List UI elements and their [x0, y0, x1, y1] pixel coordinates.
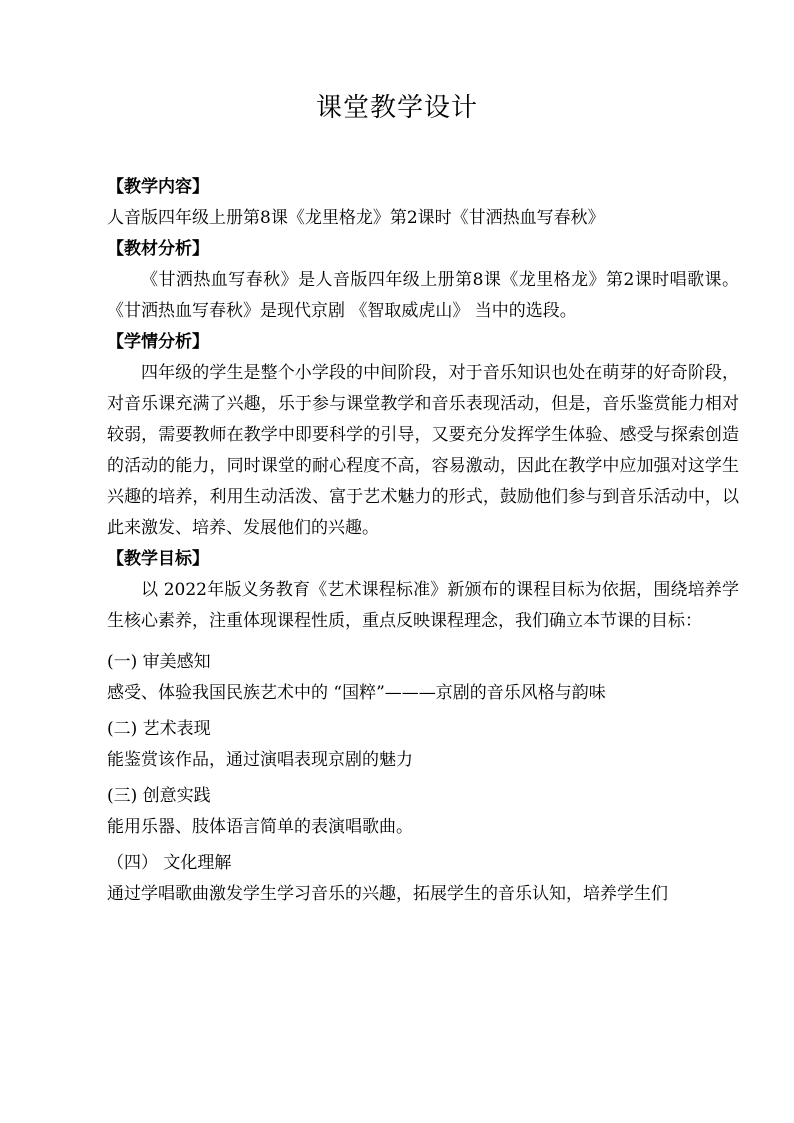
section-text-students: 四年级的学生是整个小学段的中间阶段，对于音乐知识也处在萌芽的好奇阶段，对音乐课充满了兴趣，乐于参与课堂教学和音乐表现活动，但是，音乐鉴赏能力相对较弱，需要教师在教学中即要科学的引导，又要充分发挥学生体验、感受与探索创造的活动的能力，同时课堂的耐心程度不高，容易激动，因此在教学中应加强对这学生兴趣的培养，利用生动活泼、富于艺术魅力的形式，鼓励他们参与到音乐活动中，以此来激发、培养、发展他们的兴趣。	[107, 363, 739, 538]
goal-label-2: (二) 艺术表现	[107, 719, 211, 739]
goal-text-1: 感受、体验我国民族艺术中的 “国粹”———京剧的音乐风格与韵味	[107, 683, 606, 703]
goal-text-2: 能鉴赏该作品，通过演唱表现京剧的魅力	[107, 750, 413, 770]
goal-label-1: (一) 审美感知	[107, 652, 211, 672]
section-text-goals-intro: 以 2022年版义务教育《艺术课程标准》新颁布的课程目标为依据，围绕培养学生核心素养，注重体现课程性质，重点反映课程理念，我们确立本节课的目标：	[107, 580, 739, 631]
section-heading-content: 【教学内容】	[107, 177, 209, 197]
goal-label-4: （四） 文化理解	[107, 853, 232, 873]
page-title: 课堂教学设计	[315, 93, 478, 123]
goal-text-4: 通过学唱歌曲激发学生学习音乐的兴趣，拓展学生的音乐认知，培养学生们	[107, 884, 668, 904]
goal-label-3: (三) 创意实践	[107, 786, 211, 806]
section-heading-students: 【学情分析】	[107, 332, 209, 352]
section-heading-material: 【教材分析】	[107, 239, 209, 259]
section-text-material: 《甘洒热血写春秋》是人音版四年级上册第8课《龙里格龙》第2课时唱歌课。《甘洒热血写春秋》是现代京剧 《智取威虎山》 当中的选段。	[107, 270, 739, 321]
section-heading-goals: 【教学目标】	[107, 549, 209, 569]
section-text-content: 人音版四年级上册第8课《龙里格龙》第2课时《甘洒热血写春秋》	[107, 208, 605, 228]
goal-text-3: 能用乐器、肢体语言简单的表演唱歌曲。	[107, 817, 413, 837]
document-body	[107, 172, 739, 910]
